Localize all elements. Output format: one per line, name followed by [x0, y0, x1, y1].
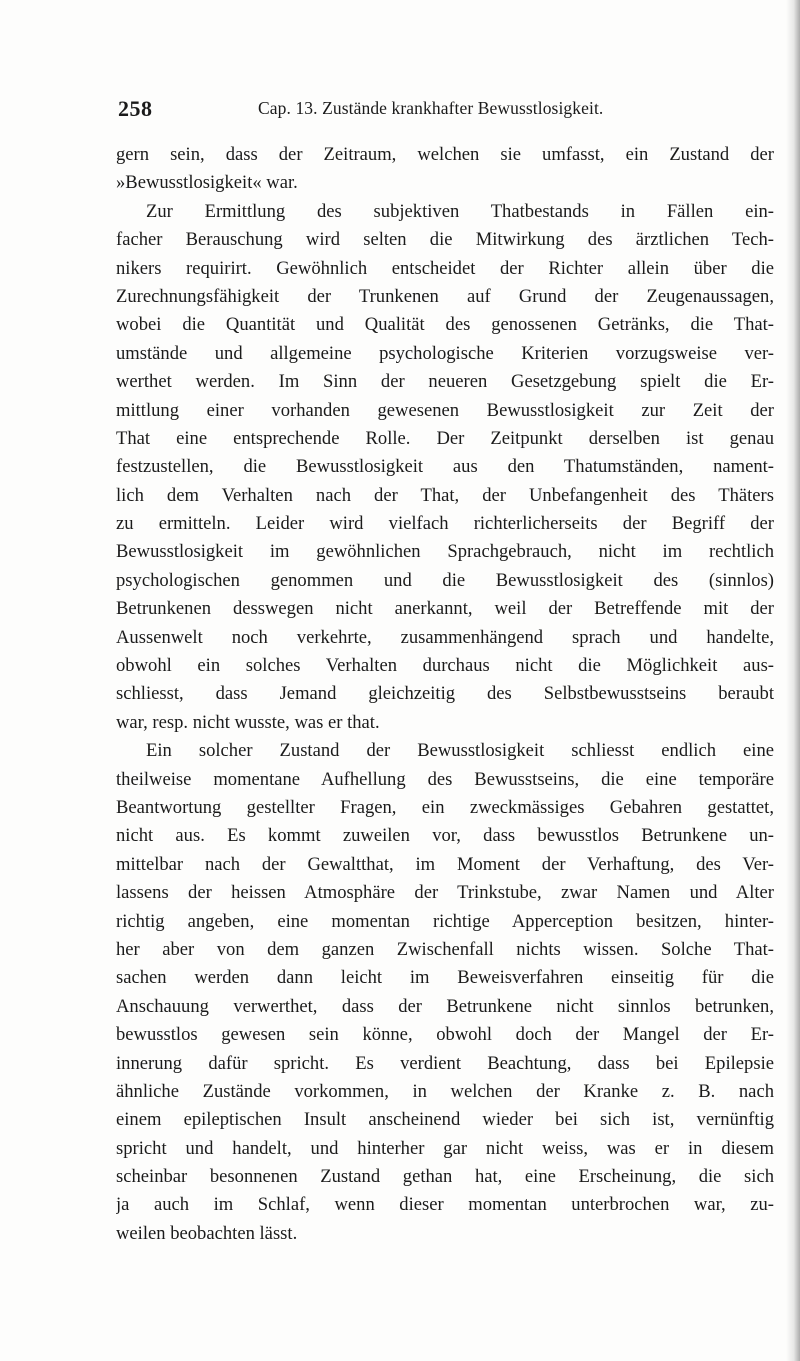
text-line: lassens der heissen Atmosphäre der Trinkstube, zwar Namen und Alter: [116, 882, 774, 904]
text-line: umstände und allgemeine psychologische Kriterien vorzugsweise ver-: [116, 342, 774, 364]
text-line: obwohl ein solches Verhalten durchaus nicht die Möglichkeit aus-: [116, 655, 774, 677]
text-line: Betrunkenen desswegen nicht anerkannt, weil der Betreffende mit der: [116, 598, 774, 620]
text-line: That eine entsprechende Rolle. Der Zeitpunkt derselben ist genau: [116, 427, 774, 449]
text-line: sachen werden dann leicht im Beweisverfahren einseitig für die: [116, 967, 774, 989]
text-line: war, resp. nicht wusste, was er that.: [116, 711, 380, 733]
text-line: weilen beobachten lässt.: [116, 1222, 298, 1244]
text-line: »Bewusstlosigkeit« war.: [116, 172, 298, 194]
text-line: werthet werden. Im Sinn der neueren Gesetzgebung spielt die Er-: [116, 371, 774, 393]
text-line: Zur Ermittlung des subjektiven Thatbestands in Fällen ein-: [146, 200, 774, 222]
text-line: scheinbar besonnenen Zustand gethan hat, eine Erscheinung, die sich: [116, 1166, 774, 1188]
text-line: Ein solcher Zustand der Bewusstlosigkeit schliesst endlich eine: [146, 740, 774, 762]
running-head: Cap. 13. Zustände krankhafter Bewusstlosigkeit.: [258, 98, 604, 118]
text-line: zu ermitteln. Leider wird vielfach richterlicherseits der Begriff der: [116, 513, 774, 535]
text-line: einem epileptischen Insult anscheinend wieder bei sich ist, vernünftig: [116, 1109, 774, 1131]
text-line: wobei die Quantität und Qualität des genossenen Getränks, die That-: [116, 314, 774, 336]
text-line: bewusstlos gewesen sein könne, obwohl doch der Mangel der Er-: [116, 1024, 774, 1046]
page-edge-shadow: [786, 0, 800, 1361]
text-line: spricht und handelt, und hinterher gar nicht weiss, was er in diesem: [116, 1137, 774, 1159]
page-number: 258: [118, 96, 153, 121]
text-line: innerung dafür spricht. Es verdient Beachtung, dass bei Epilepsie: [116, 1052, 774, 1074]
body-text: [116, 141, 774, 1248]
text-line: Beantwortung gestellter Fragen, ein zweckmässiges Gebahren gestattet,: [116, 796, 774, 818]
text-line: her aber von dem ganzen Zwischenfall nichts wissen. Solche That-: [116, 938, 774, 960]
text-line: lich dem Verhalten nach der That, der Unbefangenheit des Thäters: [116, 484, 774, 506]
text-line: facher Berauschung wird selten die Mitwirkung des ärztlichen Tech-: [116, 229, 774, 251]
text-line: richtig angeben, eine momentan richtige Apperception besitzen, hinter-: [116, 910, 774, 932]
page-header: [118, 96, 718, 126]
text-line: mittelbar nach der Gewaltthat, im Moment der Verhaftung, des Ver-: [116, 853, 774, 875]
text-line: theilweise momentane Aufhellung des Bewusstseins, die eine temporäre: [116, 768, 774, 790]
text-line: schliesst, dass Jemand gleichzeitig des Selbstbewusstseins beraubt: [116, 683, 774, 705]
text-line: nikers requirirt. Gewöhnlich entscheidet der Richter allein über die: [116, 257, 774, 279]
text-line: nicht aus. Es kommt zuweilen vor, dass bewusstlos Betrunkene un-: [116, 825, 774, 847]
text-line: Bewusstlosigkeit im gewöhnlichen Sprachgebrauch, nicht im rechtlich: [116, 541, 774, 563]
text-line: psychologischen genommen und die Bewusstlosigkeit des (sinnlos): [116, 569, 774, 591]
text-line: mittlung einer vorhanden gewesenen Bewusstlosigkeit zur Zeit der: [116, 399, 774, 421]
text-line: Anschauung verwerthet, dass der Betrunkene nicht sinnlos betrunken,: [116, 995, 774, 1017]
text-line: ähnliche Zustände vorkommen, in welchen der Kranke z. B. nach: [116, 1080, 774, 1102]
text-line: Aussenwelt noch verkehrte, zusammenhängend sprach und handelte,: [116, 626, 774, 648]
text-line: gern sein, dass der Zeitraum, welchen sie umfasst, ein Zustand der: [116, 144, 774, 165]
text-line: Zurechnungsfähigkeit der Trunkenen auf Grund der Zeugenaussagen,: [116, 285, 774, 307]
text-line: ja auch im Schlaf, wenn dieser momentan unterbrochen war, zu-: [116, 1194, 774, 1216]
text-line: festzustellen, die Bewusstlosigkeit aus den Thatumständen, nament-: [116, 456, 774, 478]
